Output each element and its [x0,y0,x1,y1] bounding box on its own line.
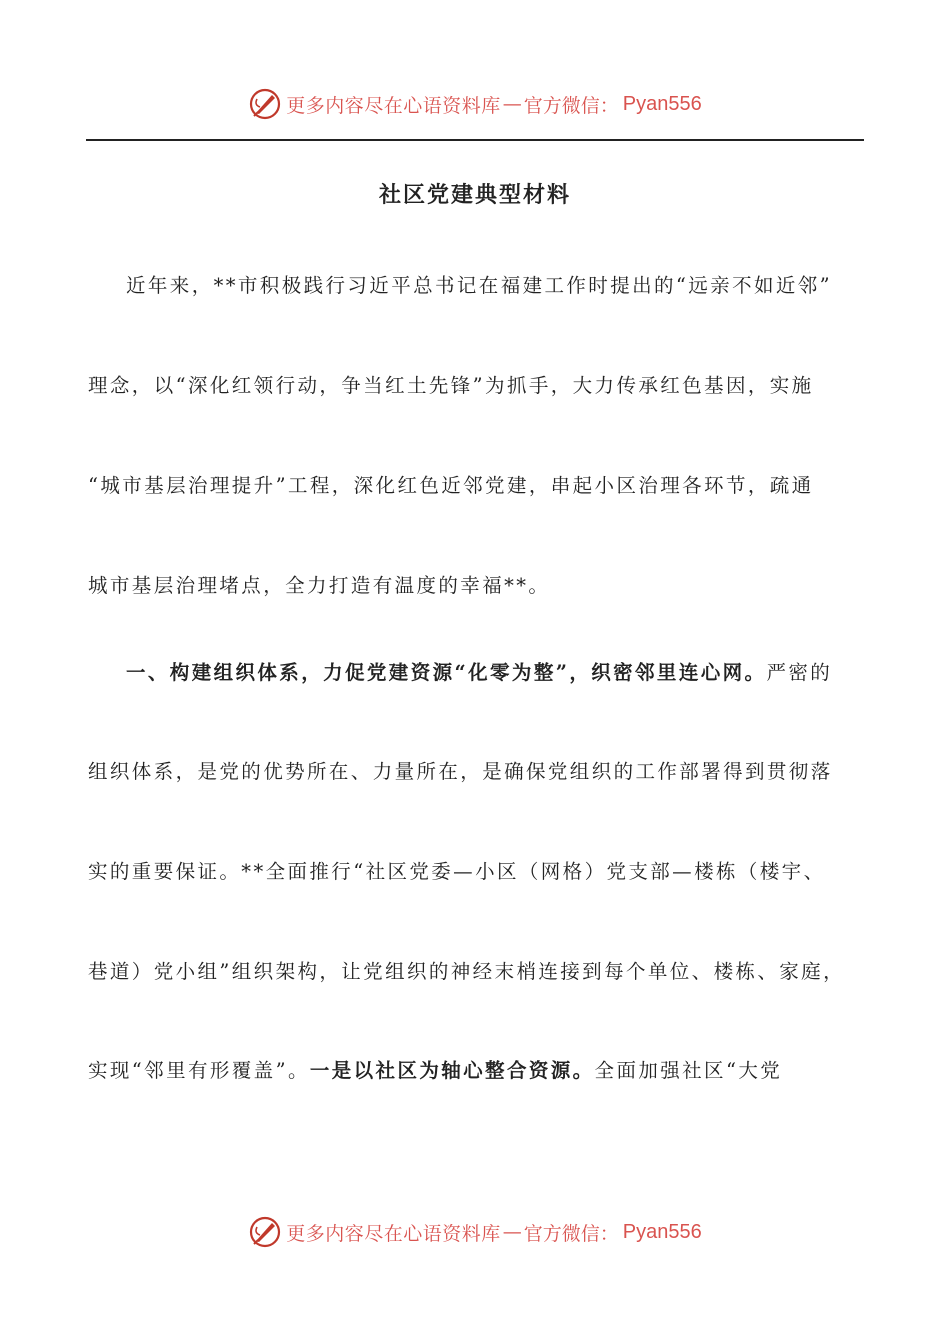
quill-pen-logo-icon [248,1215,282,1249]
banner-text: 更多内容尽在心语资料库 [286,94,501,117]
paragraph-line: 组织体系，是党的优势所在、力量所在，是确保党组织的工作部署得到贯彻落 [88,760,833,783]
banner-wechat-id: Pyan556 [622,1220,702,1243]
banner-text: 更多内容尽在心语资料库 [286,1222,501,1245]
paragraph-line: 城市基层治理堵点，全力打造有温度的幸福**。 [88,574,551,597]
paragraph-line: 理念，以“深化红领行动，争当红土先锋”为抓手，大力传承红色基因，实施 [88,374,814,397]
banner-wechat-id: Pyan556 [622,92,702,115]
quill-pen-logo-icon [248,87,282,121]
banner-separator: — [502,93,522,115]
paragraph-line: “城市基层治理提升”工程，深化红色近邻党建，串起小区治理各环节，疏通 [88,474,814,497]
section-heading: 一、构建组织体系，力促党建资源“化零为整”，织密邻里连心网。 [126,661,767,684]
banner-label: 官方微信： [523,1222,619,1245]
header-divider [86,139,864,141]
header-banner [0,84,950,124]
subpoint-heading: 一是以社区为轴心整合资源。 [309,1059,595,1082]
section-heading-line [126,658,916,688]
line-prefix: 实现“邻里有形覆盖”。 [88,1059,310,1082]
section-heading-tail: 严密的 [766,661,833,684]
document-title: 社区党建典型材料 [378,182,571,208]
footer-banner [0,1212,950,1252]
paragraph-line: 巷道）党小组”组织架构，让党组织的神经末梢连接到每个单位、楼栋、家庭， [88,960,845,983]
paragraph-line [88,1056,878,1086]
banner-separator: — [502,1221,522,1243]
banner-label: 官方微信： [523,94,619,117]
paragraph-line: 近年来，**市积极践行习近平总书记在福建工作时提出的“远亲不如近邻” [126,274,833,297]
paragraph-line: 实的重要保证。**全面推行“社区党委—小区（网格）党支部—楼栋（楼宇、 [88,860,826,883]
line-tail: 全面加强社区“大党 [594,1059,783,1082]
